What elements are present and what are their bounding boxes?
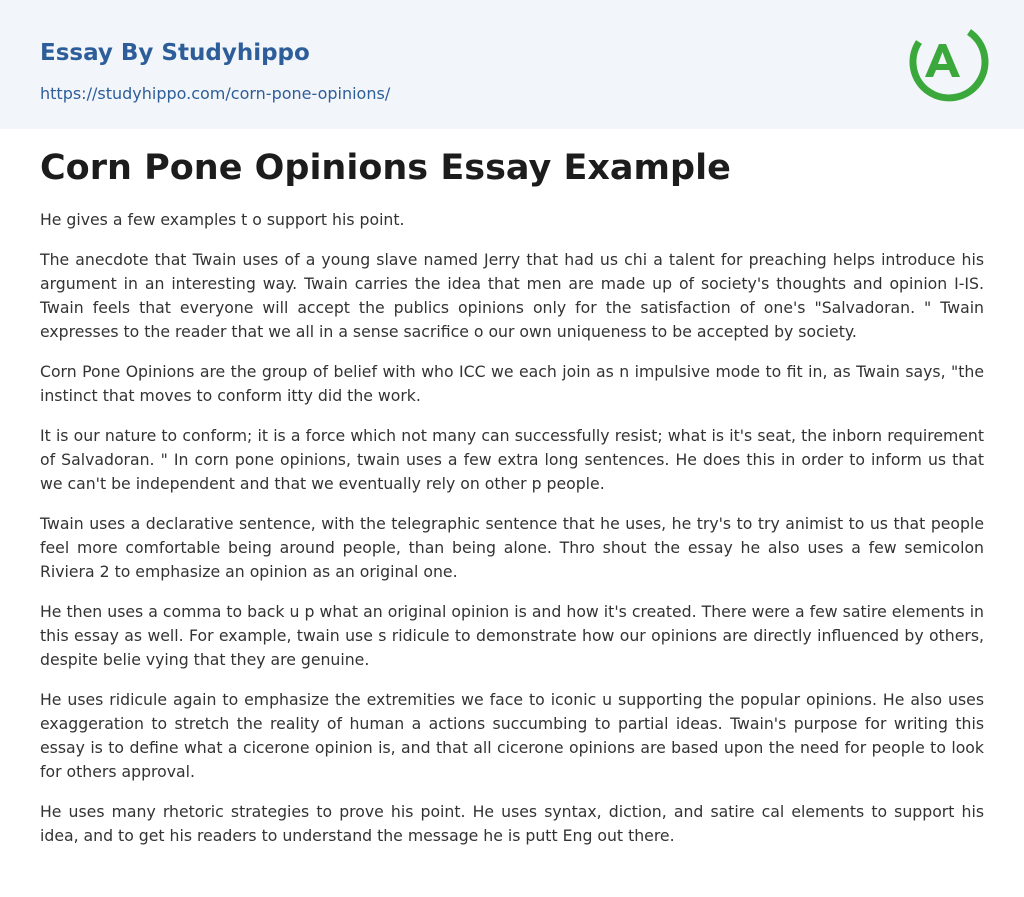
page-title: Corn Pone Opinions Essay Example (40, 148, 731, 188)
essay-paragraph: He gives a few examples t o support his point. (40, 210, 405, 229)
essay-paragraph: He uses ridicule again to emphasize the extremities we face to iconic u supporting the popular opinions. He also uses exaggeration to stretch the reality of human a actions succumbing to partial ideas. Twain's purpose for writing this essay is to define what a cicerone opinion is, and that all cicerone opinions are based upon the need for people to look for others approval. (40, 690, 984, 781)
studyhippo-logo-icon[interactable] (906, 19, 992, 105)
essay-paragraph: It is our nature to conform; it is a force which not many can successfully resist; what is it's seat, the inborn requirement of Salvadoran. " In corn pone opinions, twain uses a few extra long sentences. He does this in order to inform us that we can't be independent and that we eventually rely on other p people. (40, 426, 984, 493)
essay-content (40, 140, 984, 864)
source-url-link[interactable]: https://studyhippo.com/corn-pone-opinions/ (40, 84, 391, 103)
essay-paragraph: He then uses a comma to back u p what an original opinion is and how it's created. There were a few satire elements in this essay as well. For example, twain use s ridicule to demonstrate how our opinions are directly influenced by others, despite belie vying that they are genuine. (40, 602, 984, 669)
essay-paragraph: He uses many rhetoric strategies to prove his point. He uses syntax, diction, and satire cal elements to support his idea, and to get his readers to understand the message he is putt Eng out there. (40, 802, 984, 845)
essay-paragraph: The anecdote that Twain uses of a young slave named Jerry that had us chi a talent for preaching helps introduce his argument in an interesting way. Twain carries the idea that men are made up of society's thoughts and opinion I-IS. Twain feels that everyone will accept the publics opinions only for the satisfaction of one's "Salvadoran. " Twain expresses to the reader that we all in a sense sacrifice o our own uniqueness to be accepted by society. (40, 250, 984, 341)
essay-paragraph: Twain uses a declarative sentence, with the telegraphic sentence that he uses, he try's to try animist to us that people feel more comfortable being around people, than being alone. Thro shout the essay he also uses a few semicolon Riviera 2 to emphasize an opinion as an original one. (40, 514, 984, 581)
brand-title[interactable]: Essay By Studyhippo (40, 40, 310, 66)
essay-paragraph: Corn Pone Opinions are the group of belief with who ICC we each join as n impulsive mode to fit in, as Twain says, "the instinct that moves to conform itty did the work. (40, 362, 984, 405)
page-header (0, 0, 1024, 129)
